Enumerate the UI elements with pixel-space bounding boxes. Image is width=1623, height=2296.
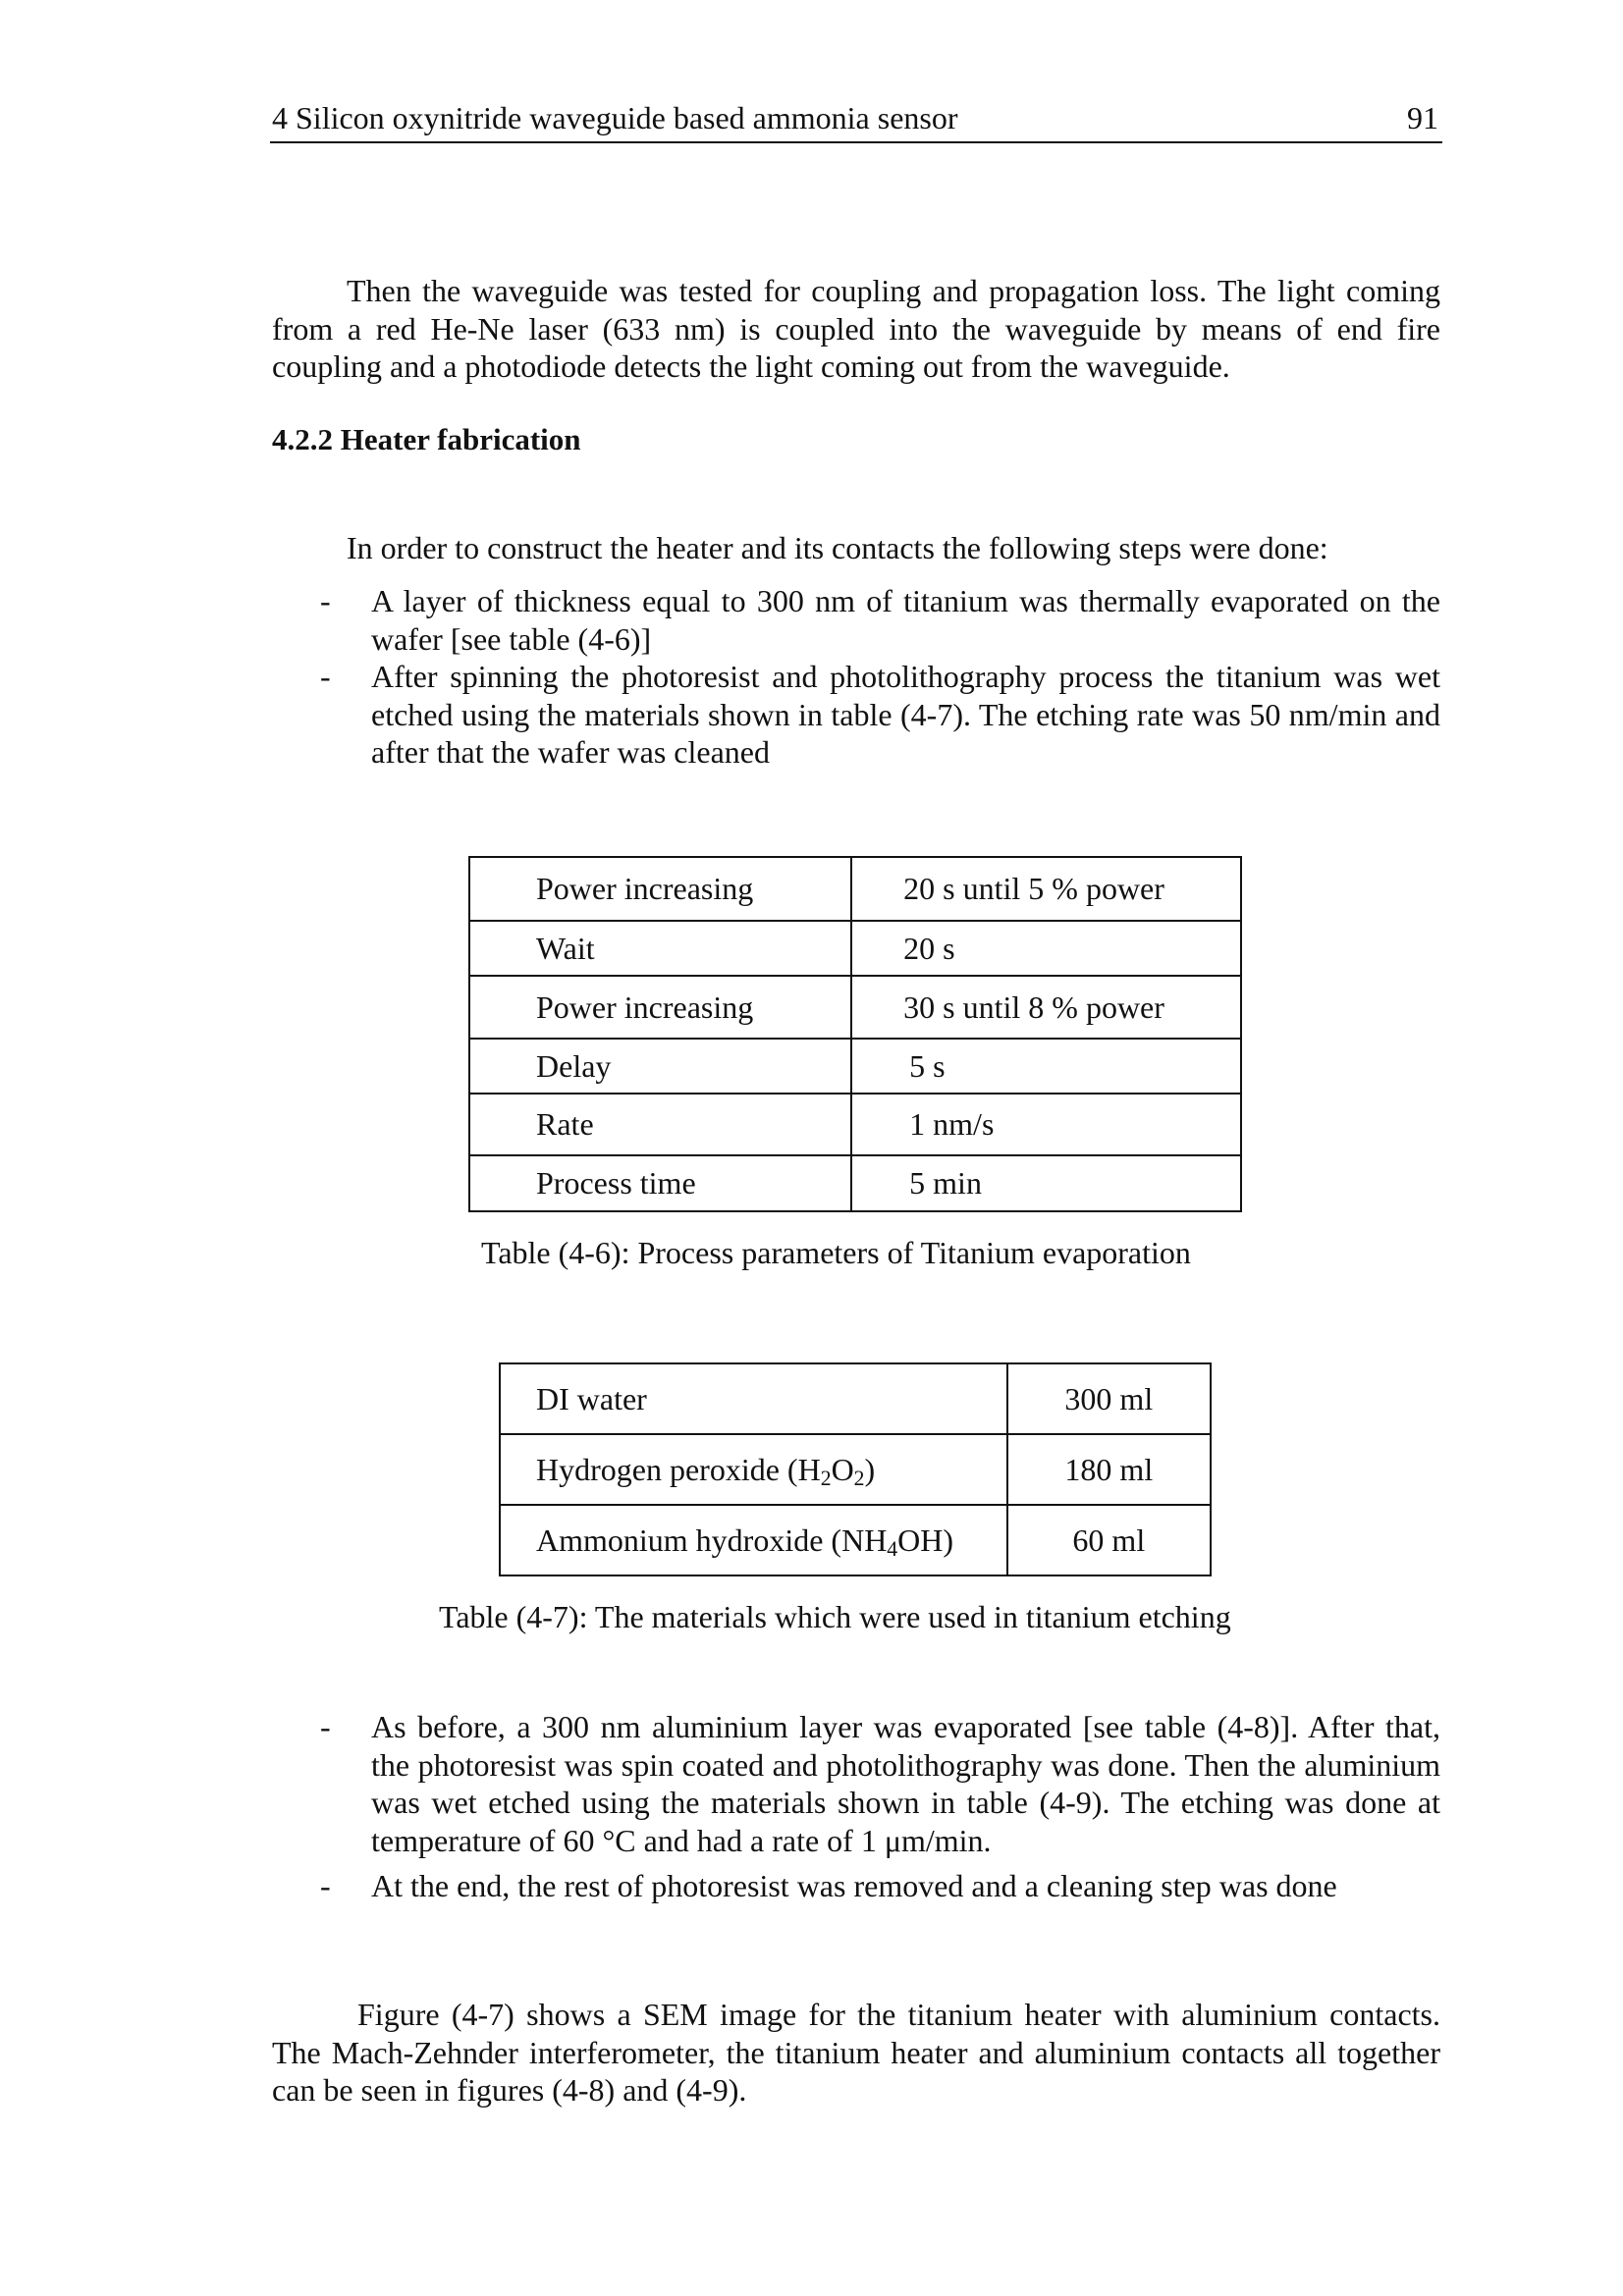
table-row xyxy=(469,1155,1241,1211)
table-cell-parameter: Delay xyxy=(469,1039,851,1094)
table-row xyxy=(469,1039,1241,1094)
table-cell-value: 20 s until 5 % power xyxy=(851,857,1241,921)
bullet-marker: - xyxy=(320,1709,331,1744)
table-row xyxy=(500,1434,1211,1505)
table-cell-parameter: Wait xyxy=(469,921,851,976)
table-cell-parameter: Power increasing xyxy=(469,857,851,921)
chapter-title: 4 Silicon oxynitride waveguide based ammonia sensor xyxy=(272,100,958,135)
running-header xyxy=(270,96,1442,143)
table-row xyxy=(469,921,1241,976)
bullet-text: A layer of thickness equal to 300 nm of titanium was thermally evaporated on the wafer [see table (4-6)] xyxy=(371,583,1440,657)
table-cell-amount: 180 ml xyxy=(1007,1434,1211,1505)
closing-paragraph: Figure (4-7) shows a SEM image for the titanium heater with aluminium contacts. The Mach-Zehnder interferometer, the titanium heater and aluminium contacts all together can be seen in figures (4-8) and (4-9). xyxy=(272,1997,1440,2108)
table-cell-value: 1 nm/s xyxy=(851,1094,1241,1155)
table-cell-amount: 300 ml xyxy=(1007,1363,1211,1434)
material-text: Hydrogen peroxide (H xyxy=(536,1451,821,1487)
table-cell-parameter: Power increasing xyxy=(469,976,851,1039)
subscript: 2 xyxy=(853,1466,865,1490)
table-cell-value: 5 min xyxy=(851,1155,1241,1211)
table-cell-material xyxy=(500,1434,1007,1505)
table-cell-amount: 60 ml xyxy=(1007,1505,1211,1575)
material-text: OH) xyxy=(897,1522,954,1558)
material-text: Ammonium hydroxide (NH xyxy=(536,1522,888,1558)
table-cell-material xyxy=(500,1505,1007,1575)
page-number: 91 xyxy=(1407,100,1438,135)
bullet-marker: - xyxy=(320,583,331,618)
table-4-6 xyxy=(468,856,1242,1212)
table-cell-parameter: Process time xyxy=(469,1155,851,1211)
section-heading: 4.2.2 Heater fabrication xyxy=(272,422,581,456)
table-cell-parameter: Rate xyxy=(469,1094,851,1155)
table-row xyxy=(500,1363,1211,1434)
material-text: O xyxy=(831,1451,854,1487)
table-cell-value: 5 s xyxy=(851,1039,1241,1094)
bullet-text: After spinning the photoresist and photolithography process the titanium was wet etched using the materials shown in table (4-7). The etching rate was 50 nm/min and after that the wafer was cleaned xyxy=(371,659,1440,770)
steps-intro: In order to construct the heater and its contacts the following steps were done: xyxy=(347,530,1328,565)
table-row xyxy=(469,857,1241,921)
table-row xyxy=(469,1094,1241,1155)
subscript: 2 xyxy=(820,1466,832,1490)
intro-paragraph: Then the waveguide was tested for coupling and propagation loss. The light coming from a red He-Ne laser (633 nm) is coupled into the waveguide by means of end fire coupling and a photodiode detects the light coming out from the waveguide. xyxy=(272,273,1440,384)
bullet-marker: - xyxy=(320,659,331,694)
subscript: 4 xyxy=(887,1536,898,1561)
bullet-text: As before, a 300 nm aluminium layer was evaporated [see table (4-8)]. After that, the photoresist was spin coated and photolithography was done. Then the aluminium was wet etched using the materials shown in table (4-9). The etching was done at temperature of 60 °C and had a rate of 1 μm/min. xyxy=(371,1709,1440,1858)
table-caption: Table (4-7): The materials which were used in titanium etching xyxy=(439,1599,1231,1634)
table-4-7 xyxy=(499,1362,1212,1576)
table-cell-value: 30 s until 8 % power xyxy=(851,976,1241,1039)
table-row xyxy=(469,976,1241,1039)
material-text: DI water xyxy=(536,1380,647,1416)
table-cell-value: 20 s xyxy=(851,921,1241,976)
table-row xyxy=(500,1505,1211,1575)
table-caption: Table (4-6): Process parameters of Titanium evaporation xyxy=(481,1235,1191,1270)
table-cell-material xyxy=(500,1363,1007,1434)
bullet-marker: - xyxy=(320,1868,331,1903)
bullet-text: At the end, the rest of photoresist was removed and a cleaning step was done xyxy=(371,1868,1337,1903)
material-text: ) xyxy=(864,1451,876,1487)
